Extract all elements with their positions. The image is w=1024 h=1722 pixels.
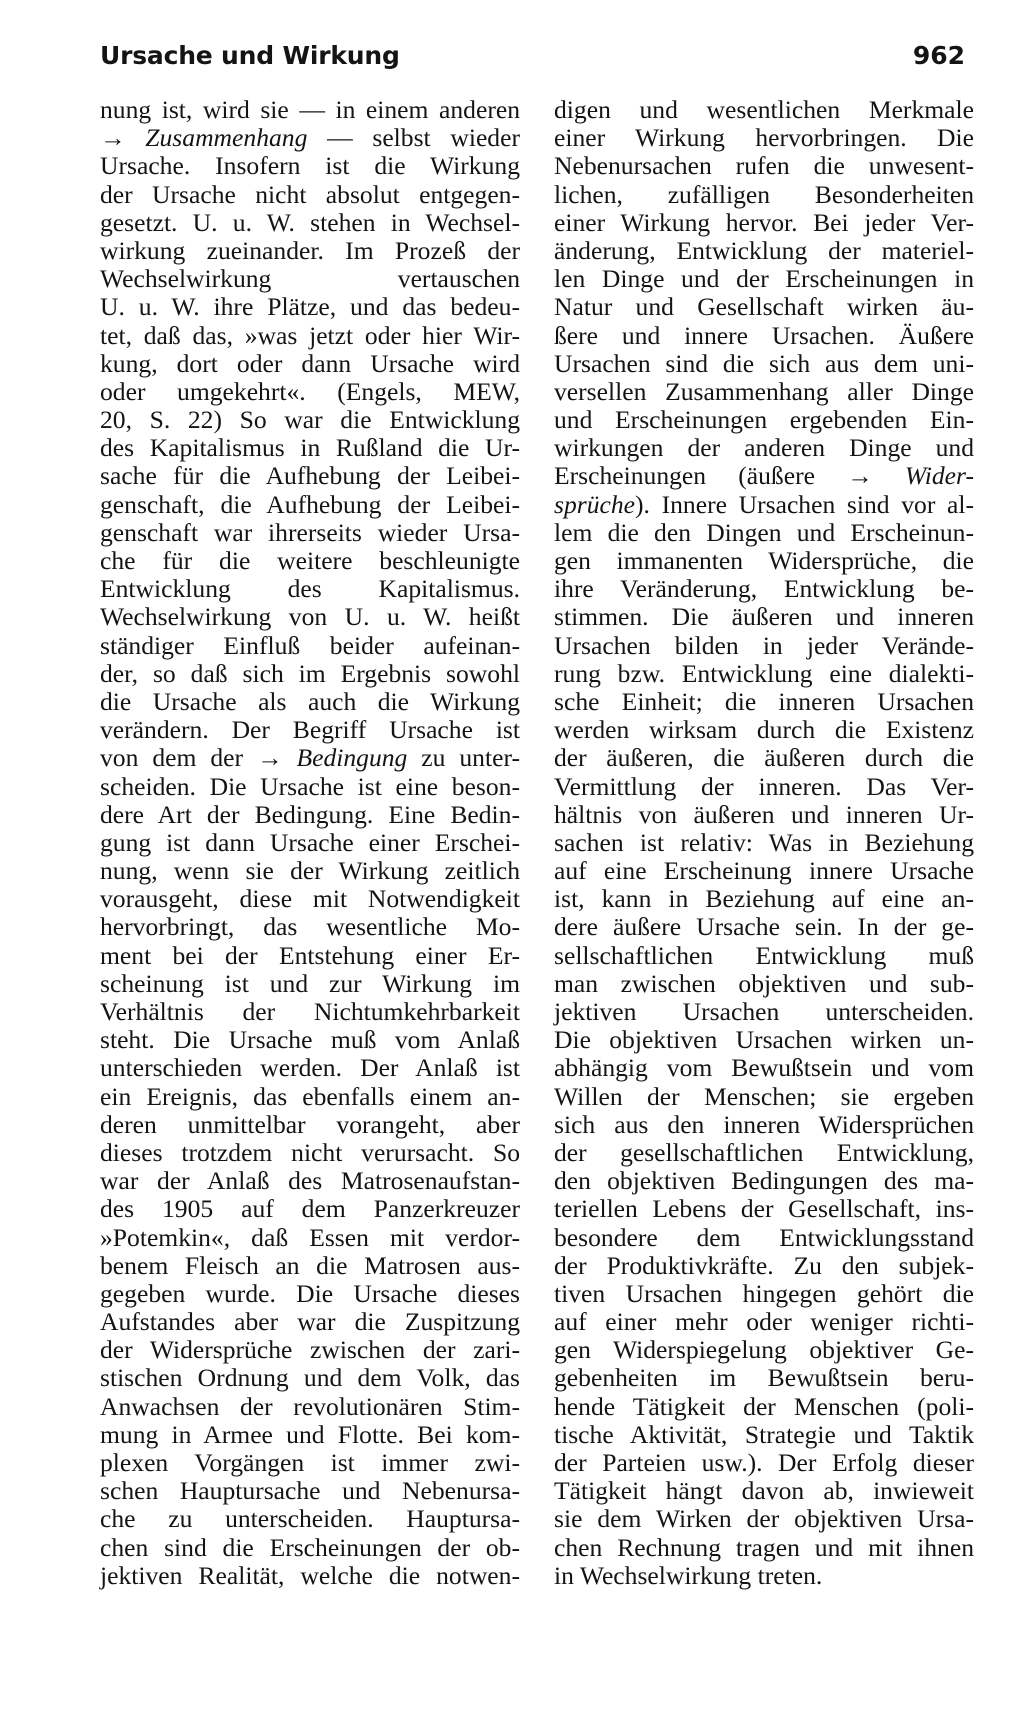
text-line: jektiven Ursachen unterscheiden.	[554, 997, 974, 1026]
cross-reference-term: Bedingung	[296, 743, 408, 773]
cross-reference-arrow: →	[256, 743, 297, 773]
text-segment: zu unter-	[407, 743, 520, 773]
text-line: abhängig vom Bewußtsein und vom	[554, 1053, 974, 1083]
text-line: ßere und innere Ursachen. Äußere	[554, 320, 974, 350]
text-line: sich aus den inneren Widersprüchen	[554, 1109, 974, 1139]
text-line: scheinung ist und zur Wirkung im	[100, 968, 520, 998]
text-line: Wechselwirkung vertauschen	[100, 264, 520, 294]
text-line: mung in Armee und Flotte. Bei kom-	[100, 1419, 520, 1449]
cross-reference-term: Zusammenhang	[145, 123, 308, 153]
text-line: vorausgeht, diese mit Notwendigkeit	[100, 884, 520, 914]
text-line: tet, daß das, »was jetzt oder hier Wir-	[100, 320, 520, 350]
text-line: hervorbringt, das wesentliche Mo-	[100, 912, 520, 942]
text-line: Ursachen bilden in jeder Verände-	[554, 630, 974, 660]
text-line: gen immanenten Widersprüche, die	[554, 546, 974, 575]
text-line: änderung, Entwicklung der materiel-	[554, 235, 974, 265]
text-line: werden wirksam durch die Existenz	[554, 715, 974, 745]
text-line: chen sind die Erscheinungen der ob-	[100, 1532, 520, 1562]
text-line: genschaft war ihrerseits wieder Ursa-	[100, 517, 520, 547]
running-head: Ursache und Wirkung	[100, 41, 400, 70]
text-line: Natur und Gesellschaft wirken äu-	[554, 292, 974, 322]
text-line: man zwischen objektiven und sub-	[554, 968, 974, 998]
text-line: der Ursache nicht absolut entgegen-	[100, 179, 520, 209]
text-line: dere Art der Bedingung. Eine Bedin-	[100, 799, 520, 829]
text-line	[100, 744, 520, 772]
text-line: Die objektiven Ursachen wirken un-	[554, 1025, 974, 1055]
text-line: einer Wirkung hervor. Bei jeder Ver-	[554, 207, 974, 237]
text-line: tiven Ursachen hingegen gehört die	[554, 1278, 974, 1308]
text-line: Vermittlung der inneren. Das Ver-	[554, 771, 974, 801]
text-line: Tätigkeit hängt davon ab, inwieweit	[554, 1476, 974, 1506]
text-line: chen Rechnung tragen und mit ihnen	[554, 1532, 974, 1562]
text-line: Entwicklung des Kapitalismus.	[100, 574, 520, 604]
text-line: nung, wenn sie der Wirkung zeitlich	[100, 856, 520, 886]
text-line: lem die den Dingen und Erscheinun-	[554, 517, 974, 547]
cross-reference-term: sprüche	[554, 489, 636, 519]
text-segment: Erscheinungen (äußere	[554, 461, 848, 491]
text-line: nung ist, wird sie — in einem anderen	[100, 95, 520, 124]
text-line: des Kapitalismus in Rußland die Ur-	[100, 433, 520, 463]
text-line: Willen der Menschen; sie ergeben	[554, 1081, 974, 1111]
text-line: che zu unterscheiden. Hauptursa-	[100, 1504, 520, 1534]
text-line: benem Fleisch an die Matrosen aus-	[100, 1250, 520, 1280]
text-line: gegeben wurde. Die Ursache dieses	[100, 1278, 520, 1308]
text-line: sache für die Aufhebung der Leibei-	[100, 461, 520, 491]
text-line: wirkung zueinander. Im Prozeß der	[100, 235, 520, 265]
page-header	[100, 40, 965, 80]
text-line: der Parteien usw.). Der Erfolg dieser	[554, 1448, 974, 1477]
text-line: auf eine Erscheinung innere Ursache	[554, 856, 974, 886]
text-line: der, so daß sich im Ergebnis sowohl	[100, 658, 520, 688]
text-line: unterschieden werden. Der Anlaß ist	[100, 1053, 520, 1083]
text-line: ment bei der Entstehung einer Er-	[100, 940, 520, 970]
text-line: jektiven Realität, welche die notwen-	[100, 1560, 520, 1590]
text-line: teriellen Lebens der Gesellschaft, ins-	[554, 1194, 974, 1224]
text-line: stischen Ordnung und dem Volk, das	[100, 1363, 520, 1393]
text-line: ihre Veränderung, Entwicklung be-	[554, 574, 974, 604]
text-line: Wechselwirkung von U. u. W. heißt	[100, 602, 520, 632]
text-segment: ). Innere Ursachen sind vor al-	[635, 489, 974, 519]
text-line: der äußeren, die äußeren durch die	[554, 743, 974, 773]
text-line: kung, dort oder dann Ursache wird	[100, 348, 520, 378]
text-line: lichen, zufälligen Besonderheiten	[554, 179, 974, 209]
text-line: plexen Vorgängen ist immer zwi-	[100, 1448, 520, 1477]
text-line: verändern. Der Begriff Ursache ist	[100, 715, 520, 745]
text-line: hältnis von äußeren und inneren Ur-	[554, 799, 974, 829]
page-number: 962	[912, 41, 965, 70]
text-line: gen Widerspiegelung objektiver Ge-	[554, 1335, 974, 1365]
text-line: Verhältnis der Nichtumkehrbarkeit	[100, 997, 520, 1026]
text-line: einer Wirkung hervorbringen. Die	[554, 123, 974, 153]
text-line: war der Anlaß des Matrosenaufstan-	[100, 1166, 520, 1196]
text-line: stimmen. Die äußeren und inneren	[554, 602, 974, 632]
text-line: versellen Zusammenhang aller Dinge	[554, 376, 974, 406]
text-line: in Wechselwirkung treten.	[554, 1560, 823, 1590]
text-line: ist, kann in Beziehung auf eine an-	[554, 884, 974, 914]
text-line: che für die weitere beschleunigte	[100, 546, 520, 575]
text-line: die Ursache als auch die Wirkung	[100, 686, 520, 716]
text-column-right	[554, 96, 974, 1590]
text-line: digen und wesentlichen Merkmale	[554, 95, 974, 124]
text-line: rung bzw. Entwicklung eine dialekti-	[554, 658, 974, 688]
text-line: Aufstandes aber war die Zuspitzung	[100, 1307, 520, 1337]
text-line: Ursachen sind die sich aus dem uni-	[554, 348, 974, 378]
text-line: »Potemkin«, daß Essen mit verdor-	[100, 1222, 520, 1252]
text-line: dere äußere Ursache sein. In der ge-	[554, 912, 974, 942]
text-line: gesetzt. U. u. W. stehen in Wechsel-	[100, 207, 520, 237]
text-line: sche Einheit; die inneren Ursachen	[554, 686, 974, 716]
text-line: sellschaftlichen Entwicklung muß	[554, 940, 974, 970]
text-line: gung ist dann Ursache einer Erschei-	[100, 827, 520, 857]
text-line	[554, 462, 974, 490]
text-segment: — selbst wieder	[307, 123, 520, 153]
text-line: deren unmittelbar vorangeht, aber	[100, 1109, 520, 1139]
text-line: und Erscheinungen ergebenden Ein-	[554, 405, 974, 435]
text-line: hende Tätigkeit der Menschen (poli-	[554, 1391, 974, 1421]
text-line: den objektiven Bedingungen des ma-	[554, 1166, 974, 1196]
text-segment: von dem der	[100, 743, 257, 773]
text-line: oder umgekehrt«. (Engels, MEW,	[100, 376, 520, 406]
text-line: Anwachsen der revolutionären Stim-	[100, 1391, 520, 1421]
text-line: sie dem Wirken der objektiven Ursa-	[554, 1504, 974, 1534]
text-line: scheiden. Die Ursache ist eine beson-	[100, 771, 520, 801]
text-line: der gesellschaftlichen Entwicklung,	[554, 1137, 974, 1167]
text-line: der Produktivkräfte. Zu den subjek-	[554, 1250, 974, 1280]
text-line: len Dinge und der Erscheinungen in	[554, 264, 974, 294]
text-line: 20, S. 22) So war die Entwicklung	[100, 405, 520, 435]
text-line: tische Aktivität, Strategie und Taktik	[554, 1419, 974, 1449]
text-line: besondere dem Entwicklungsstand	[554, 1222, 974, 1252]
cross-reference-arrow: →	[100, 123, 146, 153]
text-line: ein Ereignis, das ebenfalls einem an-	[100, 1081, 520, 1111]
text-line: ständiger Einfluß beider aufeinan-	[100, 630, 520, 660]
text-line: Ursache. Insofern ist die Wirkung	[100, 151, 520, 181]
cross-reference-arrow: →	[847, 461, 905, 491]
text-line: der Widersprüche zwischen der zari-	[100, 1335, 520, 1365]
text-line: U. u. W. ihre Plätze, und das bedeu-	[100, 292, 520, 322]
text-line: wirkungen der anderen Dinge und	[554, 433, 974, 463]
text-line: schen Hauptursache und Nebenursa-	[100, 1476, 520, 1506]
text-line: sachen ist relativ: Was in Beziehung	[554, 827, 974, 857]
text-line: steht. Die Ursache muß vom Anlaß	[100, 1025, 520, 1055]
cross-reference-term: Wider-	[904, 461, 974, 491]
text-line	[554, 491, 974, 519]
text-line: genschaft, die Aufhebung der Leibei-	[100, 489, 520, 519]
text-line: gebenheiten im Bewußtsein beru-	[554, 1363, 974, 1393]
text-line: des 1905 auf dem Panzerkreuzer	[100, 1194, 520, 1224]
text-line: auf einer mehr oder weniger richti-	[554, 1307, 974, 1337]
text-line: dieses trotzdem nicht verursacht. So	[100, 1137, 520, 1167]
text-line: Nebenursachen rufen die unwesent-	[554, 151, 974, 181]
text-line	[100, 124, 520, 152]
text-column-left	[100, 96, 520, 1590]
